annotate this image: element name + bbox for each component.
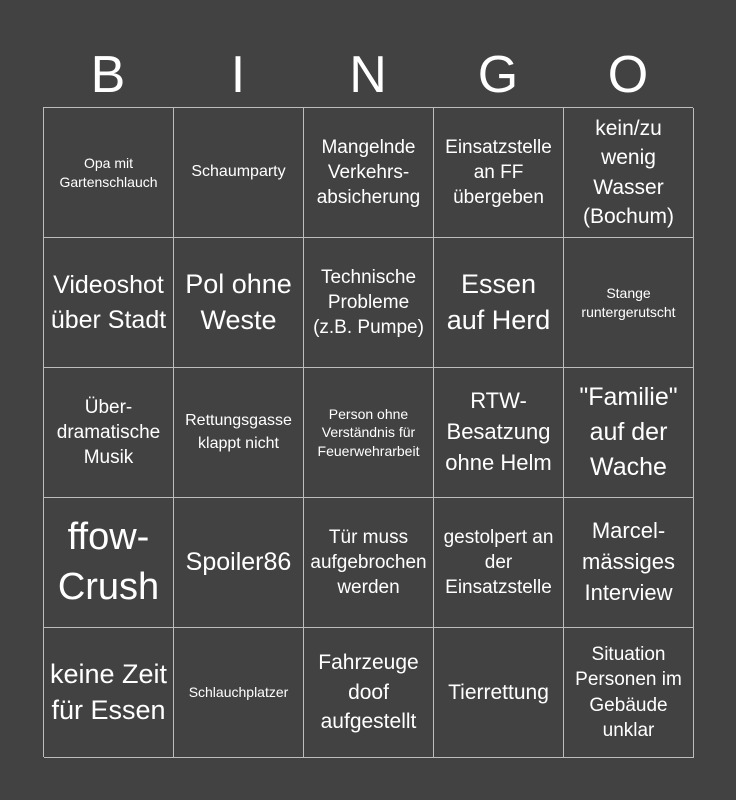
bingo-cell[interactable] — [304, 628, 434, 758]
bingo-cell[interactable] — [44, 108, 174, 238]
bingo-cell-text: kein/zu wenig Wasser (Bochum) — [582, 116, 675, 228]
bingo-cell[interactable] — [304, 108, 434, 238]
header-letter-b: B — [90, 46, 126, 104]
bingo-cell-text: Tierrettung — [448, 680, 549, 704]
header-letter-g: G — [477, 46, 519, 104]
bingo-cell[interactable] — [564, 238, 694, 368]
bingo-cell[interactable] — [304, 238, 434, 368]
bingo-cell[interactable] — [44, 628, 174, 758]
bingo-cell-text: RTW-Besatzung ohne Helm — [445, 388, 552, 475]
bingo-cell-text: Spoiler86 — [185, 548, 292, 576]
bingo-cell[interactable] — [174, 108, 304, 238]
bingo-cell-text: Essen auf Herd — [446, 269, 551, 335]
bingo-cell[interactable] — [304, 368, 434, 498]
bingo-cell[interactable] — [44, 238, 174, 368]
bingo-cell[interactable] — [434, 498, 564, 628]
bingo-cell-text: Stange runtergerutscht — [581, 285, 676, 320]
bingo-cell-text: Schlauchplatzer — [188, 684, 289, 701]
bingo-cell-text: Schaumparty — [191, 163, 286, 181]
bingo-cell[interactable] — [564, 498, 694, 628]
bingo-header — [43, 44, 693, 106]
bingo-cell-text: Tür muss aufgebrochen werden — [310, 526, 427, 599]
bingo-cell[interactable] — [434, 368, 564, 498]
bingo-cell[interactable] — [174, 498, 304, 628]
bingo-cell[interactable] — [304, 498, 434, 628]
header-letter-o: O — [607, 46, 649, 104]
bingo-card-grid — [43, 107, 693, 757]
header-letter-n: N — [349, 46, 387, 104]
bingo-cell[interactable] — [564, 108, 694, 238]
bingo-cell-text: Opa mit Gartenschlauch — [59, 155, 158, 190]
bingo-cell-text: Fahrzeuge doof aufgestellt — [318, 651, 419, 734]
bingo-cell-text: Videoshot über Stadt — [50, 270, 167, 334]
bingo-cell[interactable] — [434, 628, 564, 758]
bingo-cell[interactable] — [44, 498, 174, 628]
bingo-cell-text: Marcel-mässiges Interview — [582, 518, 675, 605]
bingo-cell[interactable] — [564, 368, 694, 498]
bingo-cell-text: Über-dramatische Musik — [56, 396, 161, 469]
bingo-cell-text: "Familie" auf der Wache — [579, 383, 678, 481]
bingo-cell[interactable] — [434, 238, 564, 368]
bingo-cell[interactable] — [44, 368, 174, 498]
bingo-cell-text: Einsatzstelle an FF übergeben — [445, 136, 552, 209]
bingo-cell-text: keine Zeit für Essen — [49, 659, 168, 725]
bingo-cell-text: Technische Probleme (z.B. Pumpe) — [313, 266, 424, 339]
bingo-cell-text: Person ohne Verständnis für Feuerwehrarbeit — [317, 406, 420, 459]
bingo-cell-text: ffow-Crush — [57, 516, 160, 608]
bingo-cell-text: Rettungsgasse klappt nicht — [185, 412, 292, 452]
bingo-cell[interactable] — [174, 628, 304, 758]
bingo-cell-text: Pol ohne Weste — [185, 269, 292, 335]
bingo-cell-text: Mangelnde Verkehrs-absicherung — [316, 136, 421, 209]
bingo-cell[interactable] — [174, 238, 304, 368]
bingo-cell[interactable] — [174, 368, 304, 498]
header-letter-i: I — [230, 46, 246, 104]
bingo-cell-text: Situation Personen im Gebäude unklar — [575, 644, 682, 741]
bingo-cell[interactable] — [434, 108, 564, 238]
bingo-cell[interactable] — [564, 628, 694, 758]
bingo-cell-text: gestolpert an der Einsatzstelle — [443, 526, 554, 599]
